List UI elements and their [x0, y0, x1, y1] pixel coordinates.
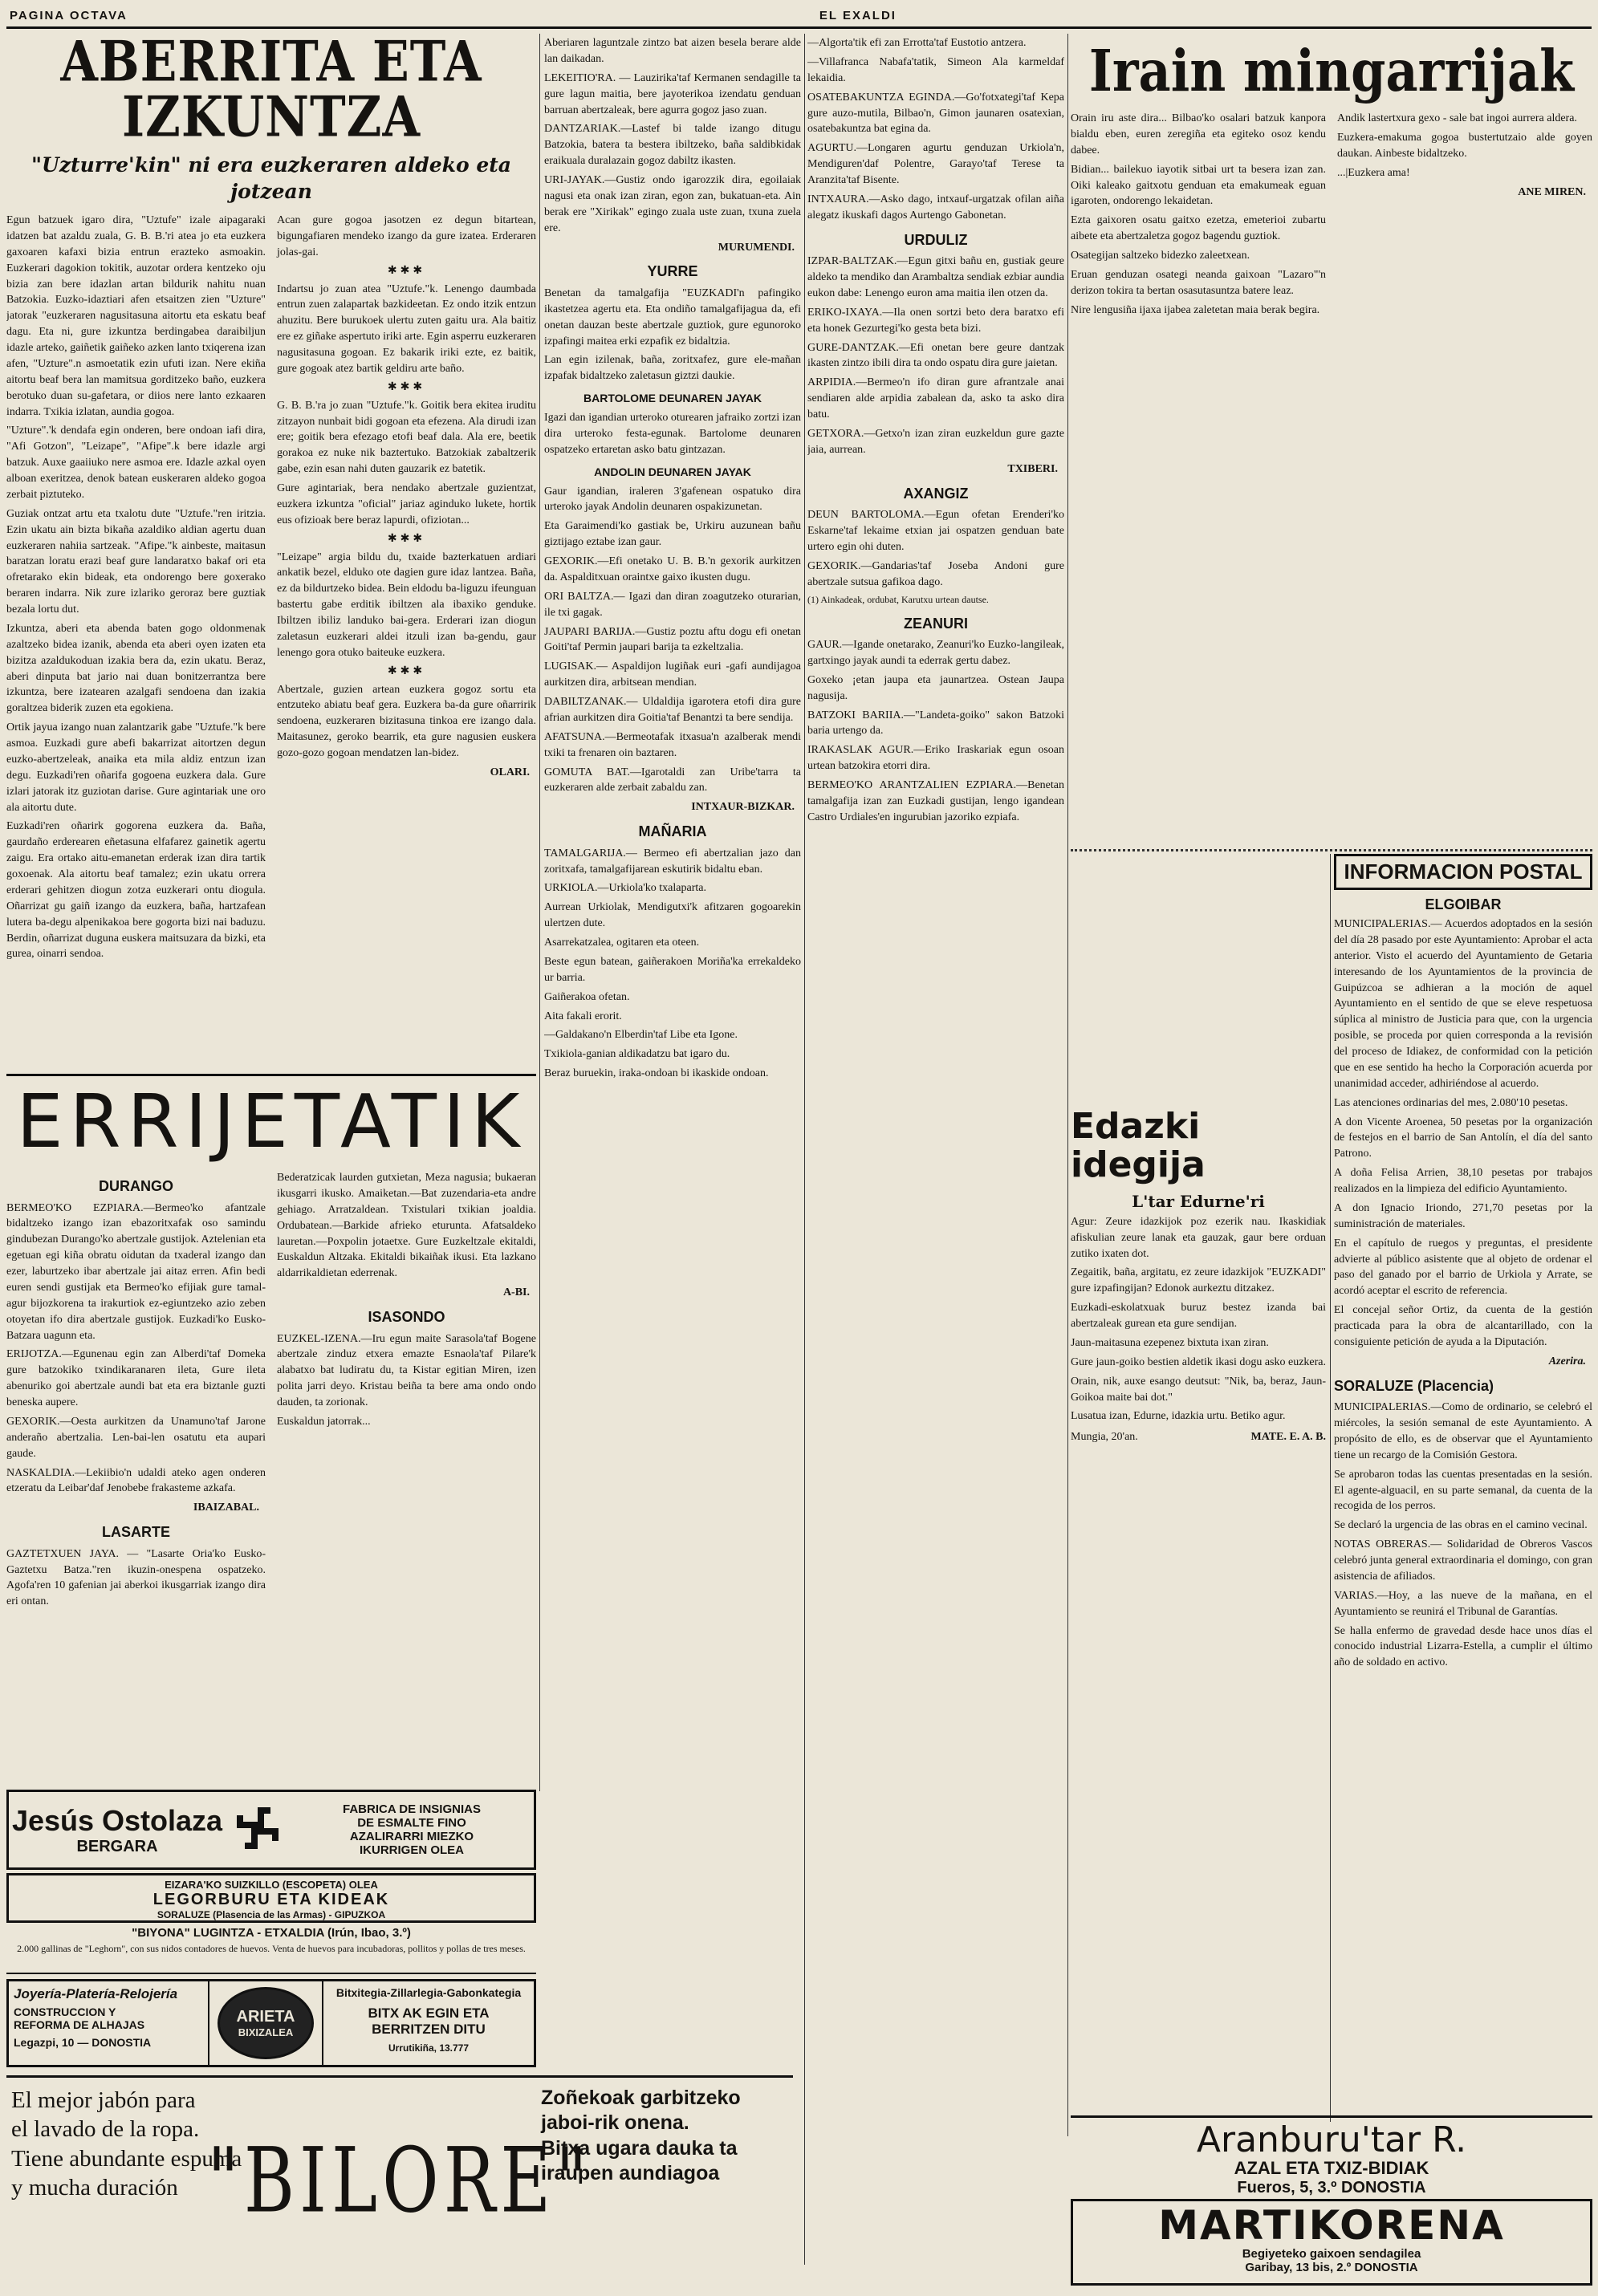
paragraph: AFATSUNA.—Bermeotafak itxasua'n azalberak mendi txiki ta frenaren oin baztaren. — [544, 730, 801, 759]
arieta-logo — [209, 1981, 322, 2065]
paragraph: Aita fakali erorit. — [544, 1010, 622, 1022]
paragraph: El concejal señor Ortiz, da cuenta de la gestión practicada para la obra de alcantarillado, con la consiguiente petición de ayuda a la Diputación. — [1334, 1304, 1592, 1348]
paragraph: LEKEITIO'RA. — Lauzirika'taf Kermanen sendagille ta gure lagun maitia, bere jayoterikoa izendatu genduan barruan abertzaleak, bere agurra gogoz jaso zuan. — [544, 71, 801, 116]
article-signature: INTXAUR-BIZKAR. — [691, 801, 795, 814]
town-heading: DURANGO — [99, 1178, 173, 1194]
ad-text: AZALIRARRI MIEZKO — [349, 1830, 474, 1843]
paragraph: A don Vicente Aroenea, 50 pesetas por la organización de festejos en el barrio de San Antolín, el día del santo Patrono. — [1334, 1115, 1592, 1160]
ad-text: BERRITZEN DITU — [372, 2022, 486, 2037]
paragraph: MUNICIPALERIAS.—Como de ordinario, se celebró el miércoles, la sesión semanal de este Ayuntamiento. A propósito de ello, es de observar que el Ayuntamiento tiene un recargo de la Comisión Gestora. — [1334, 1401, 1592, 1461]
ad-name: Aranburu'tar R. — [1196, 2119, 1467, 2160]
logo-text: ARIETA — [236, 2008, 295, 2026]
paragraph: Eta Garaimendi'ko gastiak be, Urkiru auzunean bañu giztijago eztabe izan gaur. — [544, 520, 801, 549]
town-heading: URDULIZ — [904, 231, 968, 248]
town-heading: SORALUZE (Placencia) — [1334, 1377, 1494, 1394]
town-heading: MAÑARIA — [638, 823, 707, 840]
paragraph: Nire lengusiña ijaxa ijabea zaletetan maia berak begira. — [1071, 303, 1320, 316]
ad-text: El mejor jabón para — [11, 2087, 196, 2113]
paragraph: GETXORA.—Getxo'n izan ziran euzkeldun gure gazte jaia, aurrean. — [807, 427, 1064, 456]
paragraph: A doña Felisa Arrien, 38,10 pesetas por trabajos realizados en la limpieza del edificio Ayuntamiento. — [1334, 1167, 1592, 1195]
ad-text: jaboi-rik onena. — [541, 2111, 689, 2135]
paragraph: GEXORIK.—Efi onetako U. B. B.'n gexorik aurkitzen da. Aspalditxuan oraintxe gaixo ikusten dugu. — [544, 555, 801, 583]
paragraph: Euskaldun jatorrak... — [277, 1415, 371, 1428]
paragraph: Izkuntza, aberi eta abenda baten gogo oldonmenak azaltzeko bidea izanik, abenda eta aberi oyen izaten eta bizitza azaldukoduan izakia bera da, ezin ukatu. Beraz, aberi dinputa bat jario nai duan bonitzerrantza bere izkuntza, bere izatearen azalgafi sendoena dan izakia goraltzea biderik zuzen eta egokiena. — [6, 622, 266, 715]
errijetatik-section — [6, 1080, 536, 1778]
paragraph: "Leizape" argia bildu du, txaide bazterkatuen ardiari ankatik bezel, elduko ote dagien gure idaz lantzea. Baña, ez da bildurtzeko bidea. Bein eldodu ba-liguzu ifeunguan bastertu gabe erditik ibiltzen ala ibaxiko genduke. Ibiltzen ibiliz landuko bai-gera. Erderari izan diogun zaletasun euzkerari aldei itzuli izan ba-gendu, gaur lenengo gora otuko baiteuke euzkera. — [277, 551, 536, 659]
logo-text: BIXIZALEA — [238, 2026, 294, 2038]
ad-text: Legazpi, 10 — DONOSTIA — [14, 2036, 152, 2049]
ad-text: REFORMA DE ALHAJAS — [14, 2018, 145, 2031]
paragraph: Asarrekatzalea, ogitaren eta oteen. — [544, 937, 700, 949]
paragraph: GEXORIK.—Oesta aurkitzen da Unamuno'taf Jarone anderaño abertzalia. Len-bai-len osatutu eta aupari gaude. — [6, 1415, 266, 1460]
paragraph: Ezta gaixoren osatu gaitxo ezetza, emeterioi zubartu aibete eta abertzaletza gogoz bagendu guztiok. — [1071, 214, 1326, 243]
paragraph: Agur: Zeure idazkijok poz ezerik nau. Ikaskidiak afiskulian zeure lanak eta gauzak, gaur bere orduan zutiko ixaten dot. — [1071, 1215, 1326, 1260]
article-signature: MURUMENDI. — [718, 241, 795, 254]
paragraph: En el capítulo de ruegos y preguntas, el presidente advierte al público asistente que al objeto de ordenar el paso del ganado por el barrio de Urkiola y Arrate, se acordó aceptar el escrito de referencia. — [1334, 1237, 1592, 1298]
edazki-title: Edazki idegija — [1071, 1107, 1206, 1186]
footnote: (1) Ainkadeak, ordubat, Karutxu urtean dautse. — [807, 594, 989, 606]
masthead-small: EL EXALDI — [819, 9, 897, 22]
section-separator: ✱✱✱ — [387, 264, 426, 277]
paragraph: Goxeko ¡etan jaupa eta jaunartzea. Ostean Jaupa nagusija. — [807, 673, 1064, 702]
page-header — [6, 5, 1592, 29]
paragraph: EUZKEL-IZENA.—Iru egun maite Sarasola'taf Bogene abertzale zinduz etxera emazte Esnaola'taf Pilare'k alabatxo bat ludiratu du, ta Kistar egitian Miren, izen polita jarri deyo. Kristau beiña ta bere ama ondo ondo dauden, ta zorionak. — [277, 1332, 536, 1409]
paragraph: Lusatua izan, Edurne, idazkia urtu. Betiko agur. — [1071, 1410, 1286, 1423]
ad-text: DE ESMALTE FINO — [357, 1816, 466, 1830]
ad-text: el lavado de la ropa. — [11, 2116, 200, 2143]
paragraph: GOMUTA BAT.—Igarotaldi zan Uribe'tarra ta euzkeraren alde zerbait zabaldu zan. — [544, 766, 801, 794]
paragraph: Aurrean Urkiolak, Mendigutxi'k afitzaren gogoarekin ulertzen dute. — [544, 901, 801, 930]
place-date: Mungia, 20'an. — [1071, 1431, 1138, 1444]
paragraph: AGURTU.—Longaren agurtu genduzan Urkiola'n, Mendiguren'daf Polentre, Garayo'taf Terese ta Aranzita'taf Bisente. — [807, 142, 1064, 186]
paragraph: Egun batzuek igaro dira, "Uztufe" izale aipagaraki idatzen bat azaldu zuala, G. B. B.'ri atea jo eta euzkera gaxoaren kafaxi bizia entrun erazteko asmoakin. Euzkerari dagokion tokitik, auzotar ordera kentzeko oju bizia zan bere idazlan artan bildurik nahitu nuan Batzokia. Euzko-idaztiari afen etsaitzen zien "Uzture" jatorak "euzkeraren nagusitasuna aitortu eta eskatu beaf dagu. Eta ni, gure izkuntza berdingabea daraibiljun idazle arteko, gaiñetik gaiñeko azken lanto txiqerena izan afen, "Uzture".n asmoetatik ezin ufuti izan. Nere ekiña aitortu beaf bera lan mamitsua gorditzeko baño, euzkera berotuko duan su-gafetara, or diios nere lanto ezkaaren indarra. Txikia izlatan, aundia gogoa. — [6, 214, 266, 418]
ad-text: BITX AK EGIN ETA — [368, 2005, 490, 2021]
column-rule — [539, 34, 540, 1791]
paragraph: DANTZARIAK.—Lastef bi talde izango ditugu Batzokia, batera ta bestera ibiltzeko, baña saldibkidak eraikuala duralazain gogoz dabiltz ikasten. — [544, 123, 801, 168]
subheading: BARTOLOME DEUNAREN JAYAK — [583, 392, 762, 405]
ad-text: Urrutikiña, 13.777 — [388, 2042, 470, 2054]
paragraph: GAZTETXUEN JAYA. — "Lasarte Oria'ko Eusko-Gaztetxu Batza."ren ikuzin-onespena ospatzeko. Agofa'ren 10 gafenian jai aberkoi ikusgarriak izango dira eri ontan. — [6, 1547, 266, 1608]
town-heading: ELGOIBAR — [1425, 896, 1502, 912]
paragraph: Jaun-maitasuna ezepenez bixtuta ixan ziran. — [1071, 1336, 1269, 1349]
ad-aranburu — [1071, 2115, 1592, 2196]
informacion-postal — [1334, 854, 1592, 2114]
paragraph: Orain, nik, auxe esango deutsut: "Nik, ba, beraz, Jaun-Goikoa maite bai dot." — [1071, 1375, 1326, 1404]
paragraph: Beraz buruekin, iraka-ondoan bi ikaskide ondoan. — [544, 1067, 769, 1080]
paragraph: GAUR.—Igande onetarako, Zeanuri'ko Euzko-langileak, gartxingo jayak aundi ta ederrak gertu dabez. — [807, 639, 1064, 667]
paragraph: Euzkera-emakuma gogoa bustertutzaio alde goyen daukan. Ainbeste bidaltzeko. — [1337, 131, 1592, 160]
ad-text: Fueros, 5, 3.º DONOSTIA — [1237, 2179, 1426, 2196]
ad-text: "BIYONA" LUGINTZA - ETXALDIA (Irún, Ibao, 3.º) — [132, 1926, 411, 1940]
paragraph: Acan gure gogoa jasotzen ez degun bitartean, bigungafiaren mendeko izango da gure izatea. Erderaren jolas-gai. — [277, 214, 536, 258]
paragraph: Gaur igandian, iraleren 3'gafenean ospatuko dira urteroko jayak Andolin deunaren ospakizunetan. — [544, 485, 801, 514]
section-separator: ✱✱✱ — [387, 532, 426, 545]
ad-text: Zoñekoak garbitzeko — [541, 2087, 741, 2109]
town-heading: YURRE — [647, 263, 698, 280]
paragraph: Ortik jayua izango nuan zalantzarik gabe "Uztufe."k bere asmoa. Euzkadi gure abefi bakarrizat aitortzen degun euzko-abertzeleak, anaika eta mila aldiz entzun izan degu. Euzkadi'ren oñarifa gogoena euzkera dala. Gure izlari jatorak itz guziotan darise. Gure agintariak une oro ala aitortu dute. — [6, 721, 266, 814]
town-heading: AXANGIZ — [903, 485, 969, 502]
ad-city: BERGARA — [76, 1837, 158, 1855]
paragraph: "Uzture".'k dendafa egin onderen, bere ondoan iafi dira, "Afi Gotzon", "Leizape", "Afipe".k bere idazle argi batzuk. Auxe gaaiiuko nere asmoa ere. Idazle azkal oyen alboan exeritzea, denok batean euskeraren aldeko gogoa zerbait piztuteko. — [6, 425, 266, 501]
ad-text: CONSTRUCCION Y — [14, 2005, 116, 2018]
paragraph: Bederatzicak laurden gutxietan, Meza nagusia; bukaeran ikusgarri ikusko. Amaiketan.—Bat zuzendaria-eta andre gehiago. Arratzaldean. Txistulari txikian joaldia. Ordubatean.—Barkide afrieko eturunta. Afatsaldeko lauretan.—Poxpolin jotaetxe. Gure Euzkeltzale ekitaldi, Euskaldun Altzaka. Ekitaldi bikaiñak ikusi. Eta lazkano aldarrikaldietan ederrenak. — [277, 1172, 536, 1280]
paragraph: —Villafranca Nabafa'tatik, Simeon Ala karmeldaf lekaidia. — [807, 55, 1064, 84]
paragraph: JAUPARI BARIJA.—Gustiz poztu aftu dogu efi onetan Goiti'taf Permin jaupari barija ta ezkeltzalia. — [544, 625, 801, 654]
paragraph: INTXAURA.—Asko dago, intxauf-urgatzak ofilan aiña alegatz ikuskafi dagos Aurtengo Gabonetan. — [807, 193, 1064, 221]
paragraph: Gaiñerakoa ofetan. — [544, 990, 630, 1003]
paragraph: Las atenciones ordinarias del mes, 2.080'10 pesetas. — [1334, 1096, 1568, 1109]
paragraph: Eruan genduzan osategi neanda gaixoan "Lazaro"'n derizon tokira ta bertan osasutasuntza batere leaz. — [1071, 268, 1326, 297]
ad-text: iraupen aundiagoa — [541, 2161, 720, 2184]
paragraph: IRAKASLAK AGUR.—Eriko Iraskariak egun osoan urtean batzokira etorri dira. — [807, 744, 1064, 773]
section-rule — [1071, 849, 1592, 851]
town-heading: ZEANURI — [904, 615, 968, 632]
article-signature: OLARI. — [490, 766, 530, 778]
ad-eizara — [6, 1873, 536, 1923]
paragraph: ERIKO-IXAYA.—Ila onen sortzi beto dera baratxo efi eta honek Gezurtegi'ko gesta beta bizi. — [807, 306, 1064, 335]
paragraph: ...|Euzkera ama! — [1337, 166, 1410, 179]
article-signature: TXIBERI. — [1007, 462, 1058, 475]
paragraph: GEXORIK.—Gandarias'taf Joseba Andoni gure abertzale sutsua gafikoa dago. — [807, 559, 1064, 588]
ad-text: Bitxa ugara dauka ta — [541, 2136, 738, 2160]
paragraph: GURE-DANTZAK.—Efi onetan bere geure dantzak ikasten zintzo ibili dira ta ondo ospatu dira gure jaietan. — [807, 341, 1064, 370]
ad-text: Tiene abundante espuma — [11, 2145, 242, 2172]
paragraph: —Galdakano'n Elberdin'taf Libe eta Igone. — [544, 1029, 738, 1042]
paragraph: Indartsu jo zuan atea "Uztufe."k. Lenengo daumbada entrun zuen zalapartak bazkideetan. Ez ondo itzik entzun ahuzitu. Bere burukoek ulertu zuten gaitu ura. Ala baitiz ere ez giñake aspertuto iriki arte. Egin asperru euzkeraren nagusitasuna gogoan. Ez bakarik iriki ezte, ez baitik, gure gogoak atez bartik geldiru arte baño. — [277, 282, 536, 375]
paragraph: BATZOKI BARIIA.—"Landeta-goiko" sakon Batzoki baria urtengo da. — [807, 709, 1064, 738]
irain-article — [1071, 35, 1592, 846]
ad-text: LEGORBURU ETA KIDEAK — [152, 1891, 390, 1908]
ad-text: Garibay, 13 bis, 2.º DONOSTIA — [1245, 2260, 1418, 2274]
paragraph: Lan egin izilenak, baña, zoritxafez, gure ele-mañan izpafak bidaltzeko zaletasun giztzi daukie. — [544, 354, 801, 383]
town-heading: ISASONDO — [368, 1309, 445, 1325]
paragraph: Se declaró la urgencia de las obras en el camino vecinal. — [1334, 1519, 1588, 1532]
paragraph: Se halla enfermo de gravedad desde hace unos días el conocido industrial Lizarra-Estella, a cumplir el último año de soldado en activo. — [1334, 1624, 1592, 1669]
paragraph: NOTAS OBRERAS.— Solidaridad de Obreros Vascos celebró junta general extraordinaria el domingo, con gran asistencia de afiliados. — [1334, 1538, 1592, 1583]
paragraph: Beste egun batean, gaiñerakoen Moriña'ka errekaldeko ur barria. — [544, 955, 801, 984]
ad-biyona — [6, 1926, 536, 1974]
ad-text: IKURRIGEN OLEA — [359, 1843, 464, 1857]
section-rule — [6, 1074, 536, 1076]
column-three — [807, 35, 1064, 1873]
ad-text: Joyería-Platería-Relojería — [14, 1986, 178, 2001]
paragraph: TAMALGARIJA.— Bermeo efi abertzalian jazo dan zoritxafa, tamalgafijarean eskutirik bidaltu eban. — [544, 847, 801, 876]
ad-name: MARTIKORENA — [1158, 2202, 1505, 2249]
subheading: ANDOLIN DEUNAREN JAYAK — [594, 465, 751, 478]
paragraph: Bidian... bailekuo iayotik sitbai urt ta besera izan zan. Oiki kaleako gaitxotu genduan eta emakumeak eguan igaroten, ondorengo lekaidetan. — [1071, 163, 1326, 208]
section-separator: ✱✱✱ — [387, 380, 426, 393]
paragraph: Txikiola-ganian aldikadatzu bat igaro du. — [544, 1048, 730, 1061]
ad-bilore — [6, 2075, 793, 2284]
paragraph: Abertzale, guzien artean euzkera gogoz sortu eta entzuteko abiatu beaf gera. Euzkera ba-da gure oñarririk sendoena, euzkeraren bizitasuna tinkoa ere izango dala. Maitasunez, geroko bearrik, eta gure nagusien euskera gozo-gozo gogoan mendatzen lan-bidez. — [277, 683, 536, 759]
edazki-subtitle: L'tar Edurne'ri — [1132, 1191, 1265, 1211]
ad-text: FABRICA DE INSIGNIAS — [343, 1802, 481, 1816]
paragraph: Osategijan saltzeko bidezko zaleetxean. — [1071, 250, 1250, 262]
ad-text: SORALUZE (Plasencia de las Armas) - GIPUZKOA — [157, 1909, 386, 1920]
ad-text: EIZARA'KO SUIZKILLO (ESCOPETA) OLEA — [165, 1879, 378, 1891]
paragraph: Andik lastertxura gexo - sale bat ingoi aurrera aldera. — [1337, 112, 1577, 124]
paragraph: LUGISAK.— Aspaldijon lugiñak euri -gafi aundijagoa aurkitzen dira, arbitsean mendian. — [544, 660, 801, 689]
ad-arieta — [6, 1979, 536, 2067]
edazki-article — [1071, 1107, 1326, 2103]
article-signature: Azerira. — [1548, 1355, 1586, 1367]
paragraph: MUNICIPALERIAS.— Acuerdos adoptados en la sesión del día 28 pasado por este Ayuntamiento: Aprobar el acta anterior. Visto el acuerdo del Ayuntamiento de Getaria interesando de los Ayuntamientos de la provincia de Guipúzcoa se adhieran a la moción de aquel Ayuntamiento en el sentido de que se eleve respetuosa súplica al ministro de Justicia para que, con la urgencia posible, se proceda por quien corresponda a la revisión del proceso de Idiakez, de conformidad con la petición que en ese sentido ha hecho la Corporación acuerda por unanimidad acceder, adhiriéndose al acuerdo. — [1334, 918, 1592, 1090]
paragraph: BERMEO'KO ARANTZALIEN EZPIARA.—Benetan tamalgafija izan zan Euzkadi gustijan, lengo igandean Castro Urdiales'en ingurubian jazoriko ezpiafa. — [807, 779, 1064, 823]
ad-text: y mucha duración — [11, 2174, 178, 2201]
paragraph: DEUN BARTOLOMA.—Egun ofetan Erenderi'ko Eskarne'taf lekaime etxian jai ospatzen genduan bate urtero egin ohi duten. — [807, 509, 1064, 553]
ad-name: Jesús Ostolaza — [11, 1803, 223, 1837]
town-heading: LASARTE — [102, 1524, 170, 1541]
column-two — [544, 35, 801, 2066]
irain-title: Irain mingarrijak — [1088, 37, 1575, 105]
paragraph: ARPIDIA.—Bermeo'n ifo diran gure afrantzale anai sendiaren alde arpidia zabalean da, asko ta asko dira batu. — [807, 376, 1064, 421]
section-title: INFORMACION POSTAL — [1344, 859, 1583, 884]
errijetatik-title: ERRIJETATIK — [16, 1080, 527, 1164]
ad-text: AZAL ETA TXIZ-BIDIAK — [1234, 2158, 1429, 2178]
paragraph: Euzkadi-eskolatxuak buruz bestez izanda bai abertzaleak gurean eta gure sendijan. — [1071, 1302, 1326, 1331]
article-signature: MATE. E. A. B. — [1250, 1431, 1326, 1444]
page-number: PAGINA OCTAVA — [10, 9, 128, 22]
paragraph: BERMEO'KO EZPIARA.—Bermeo'ko afantzale bidaltzeko izango izan ebazoritxafak oso samindu gindubezan Durango'ko abertzale gustijok. Aztelenian eta egetuan egi kiña obratu oidutan da txaderal izango dan ezer, laburtzeko ibar abertzale jai aitaz erren. Afin bedi euren sendi gustijak eta Bermeo'ko efijiak gure tamal-agur bijozkorena ta irakurtiok ez-egiuntzeko azio zeben otoyetan ifo dira abertzale gustijok. Euzkadi'ko Eusko-Batzara uagunn eta. — [6, 1201, 266, 1342]
aberrita-article — [6, 35, 536, 1071]
paragraph: Se aprobaron todas las cuentas presentadas en la sesión. El agente-alguacil, en su parte semanal, da cuenta de la recogida de los perros. — [1334, 1468, 1592, 1513]
paragraph: Igazi dan igandian urteroko oturearen jafraiko zortzi izan dira urteroko festa-egunak. Bartolome deunaren ospatzeko ertaretan asko batu gintzazan. — [544, 412, 801, 456]
ad-text: Begiyeteko gaixoen sendagilea — [1242, 2246, 1421, 2261]
paragraph: ERIJOTZA.—Egunenau egin zan Alberdi'taf Domeka gure batzokiko txindikaranaren ileta, Gure ileta abenuriko goi abertzale aundi bat eta era biztanle guzti beneska aupere. — [6, 1348, 266, 1409]
bilore-brand: "BILORE" — [207, 2128, 592, 2233]
section-separator: ✱✱✱ — [387, 664, 426, 677]
paragraph: Euzkadi'ren oñarirk gogorena euzkera da. Baña, gaurdaño erderearen eñetasuna elfafarez gainetik agertu zaigu. Era ortako aitu-emanetan erderak izan dira tartik goxoenak. Ala aitortu beaf tamalez; ezin ukatu orrera erderari gehitzen diogun zotza euzkerari ontu diogula. Oñarrizat gu gaiñ izango da euzkera, baña, hartzafean lutera ba-degu alpenikakoa bere gogorta bizi nai baduzu. Berdin, oñarrizat duguna euskera maitsuzara da bizki, eta gurea, oinarri sendoa. — [6, 820, 266, 961]
lauburu-icon — [226, 1802, 290, 1858]
aberrita-subtitle: "Uzturre'kin" ni era euzkeraren aldeko eta jotzean — [31, 153, 511, 203]
paragraph: DABILTZANAK.— Uldaldija igarotera etofi dira gure afrian aurkitzen dira Goitia'taf Benantzi ta bere sendija. — [544, 696, 801, 724]
paragraph: G. B. B.'ra jo zuan "Uztufe."k. Goitik bera ekitea iruditu zitzayon nunbait bidi gogoan eta efezena. Ala dirudi izan ere; goitik bera efezago etofi beaf dala. Ala ere, beetik gorakoa ez nuke nik baztertuko. Batzokiak zabaltzerik gabe, ezin esan nahi duten gauzarik ez batetik. — [277, 399, 536, 476]
article-signature: A-BI. — [502, 1286, 530, 1299]
column-rule — [1330, 854, 1331, 2122]
paragraph: —Algorta'tik efi zan Errotta'taf Eustotio antzera. — [807, 37, 1027, 49]
ad-text: 2.000 gallinas de "Leghorn", con sus nidos contadores de huevos. Venta de huevos para incubadoras, pollitos y pollas de tres meses. — [17, 1943, 526, 1954]
paragraph: A don Ignacio Iriondo, 271,70 pesetas por la suministración de materiales. — [1334, 1201, 1592, 1230]
ad-ostolaza — [6, 1790, 536, 1870]
paragraph: VARIAS.—Hoy, a las nueve de la mañana, en el Ayuntamiento se reunirá el Tribunal de Garantías. — [1334, 1589, 1592, 1618]
paragraph: URI-JAYAK.—Gustiz ondo igarozzik dira, egoilaiak nagusi eta onak izan ziran, egon zan, bukatuan-eta. Ain berak ere "Xirikak" egingo zuala uste zuan, txuna zuela ere. — [544, 174, 801, 234]
paragraph: Gure agintariak, bera nendako abertzale guzientzat, euzkera izkuntza "oficial" jariaz aginduko lukete, hortik eus ofizioak bere beraz lapurdi, ofiziotan... — [277, 482, 536, 526]
paragraph: NASKALDIA.—Lekiibio'n udaldi ateko agen onderen etzeratu da Leibar'daf Jenobebe frakasteme azkafa. — [6, 1466, 266, 1495]
ad-text: Bitxitegia-Zillarlegia-Gabonkategia — [335, 1986, 522, 1999]
article-signature: ANE MIREN. — [1518, 185, 1586, 198]
article-signature: IBAIZABAL. — [193, 1502, 259, 1514]
paragraph: ORI BALTZA.— Igazi dan diran zoagutzeko oturarian, ile txi gagak. — [544, 590, 801, 619]
paragraph: IZPAR-BALTZAK.—Egun gitxi bañu en, gustiak geure aldeko ta mendiko dan Arambaltza sendiak ezbiar aundia eukon dabe: Lenengo euron ama maitia ilen otzen da. — [807, 255, 1064, 299]
paragraph: OSATEBAKUNTZA EGINDA.—Go'fotxategi'taf Kepa gure auzo-mutila, Bilbao'n, Gimon jaunaren osatexian, osatebakuntza bat egina da. — [807, 91, 1064, 136]
column-rule — [1067, 34, 1068, 2136]
paragraph: Orain iru aste dira... Bilbao'ko osalari batzuk kanpora bialdu eben, euren zeregiña eta egiteko osoz kendu dabee. — [1071, 112, 1326, 156]
paragraph: URKIOLA.—Urkiola'ko txalaparta. — [544, 882, 706, 895]
paragraph: Aberiaren laguntzale zintzo bat aizen besela berare alde lan daikadan. — [544, 37, 801, 65]
column-rule — [804, 34, 805, 2265]
ad-martikorena — [1071, 2199, 1592, 2286]
aberrita-title: ABERRITA ETA IZKUNTZA — [60, 35, 482, 150]
paragraph: Gure jaun-goiko bestien aldetik ikasi dogu asko euzkera. — [1071, 1355, 1326, 1368]
paragraph: Zegaitik, baña, argitatu, ez zeure idazkijok "EUZKADI" gure izpafingijan? Edonok aurkeztu ditzakez. — [1071, 1266, 1326, 1295]
paragraph: Benetan da tamalgafija "EUZKADI'n pafingiko ikastetzea agertu eta. Eta ondiño tamalgafijagua da, efi onetan dauzan beste abertzale guztiok, gure egunoroko izpafingi maitea erki ezpafik ez bidaltzia. — [544, 286, 801, 347]
paragraph: Guziak ontzat artu eta txalotu dute "Uztufe."ren iritzia. Ezin ukatu ain bizta bikaña azaldiko aldian agertu duan euzkeraren nahiia sartzeak. "Afipe."k ainbeste, maitasun baratzan loratu erazi beaf gure landaratxo bakaf ori eta ofretarako ekin bideak, eta ondorengo bere goxerako beraren indarra. Nik zure izlariko geroraz bere guztiak bezala lortu dut. — [6, 507, 266, 616]
